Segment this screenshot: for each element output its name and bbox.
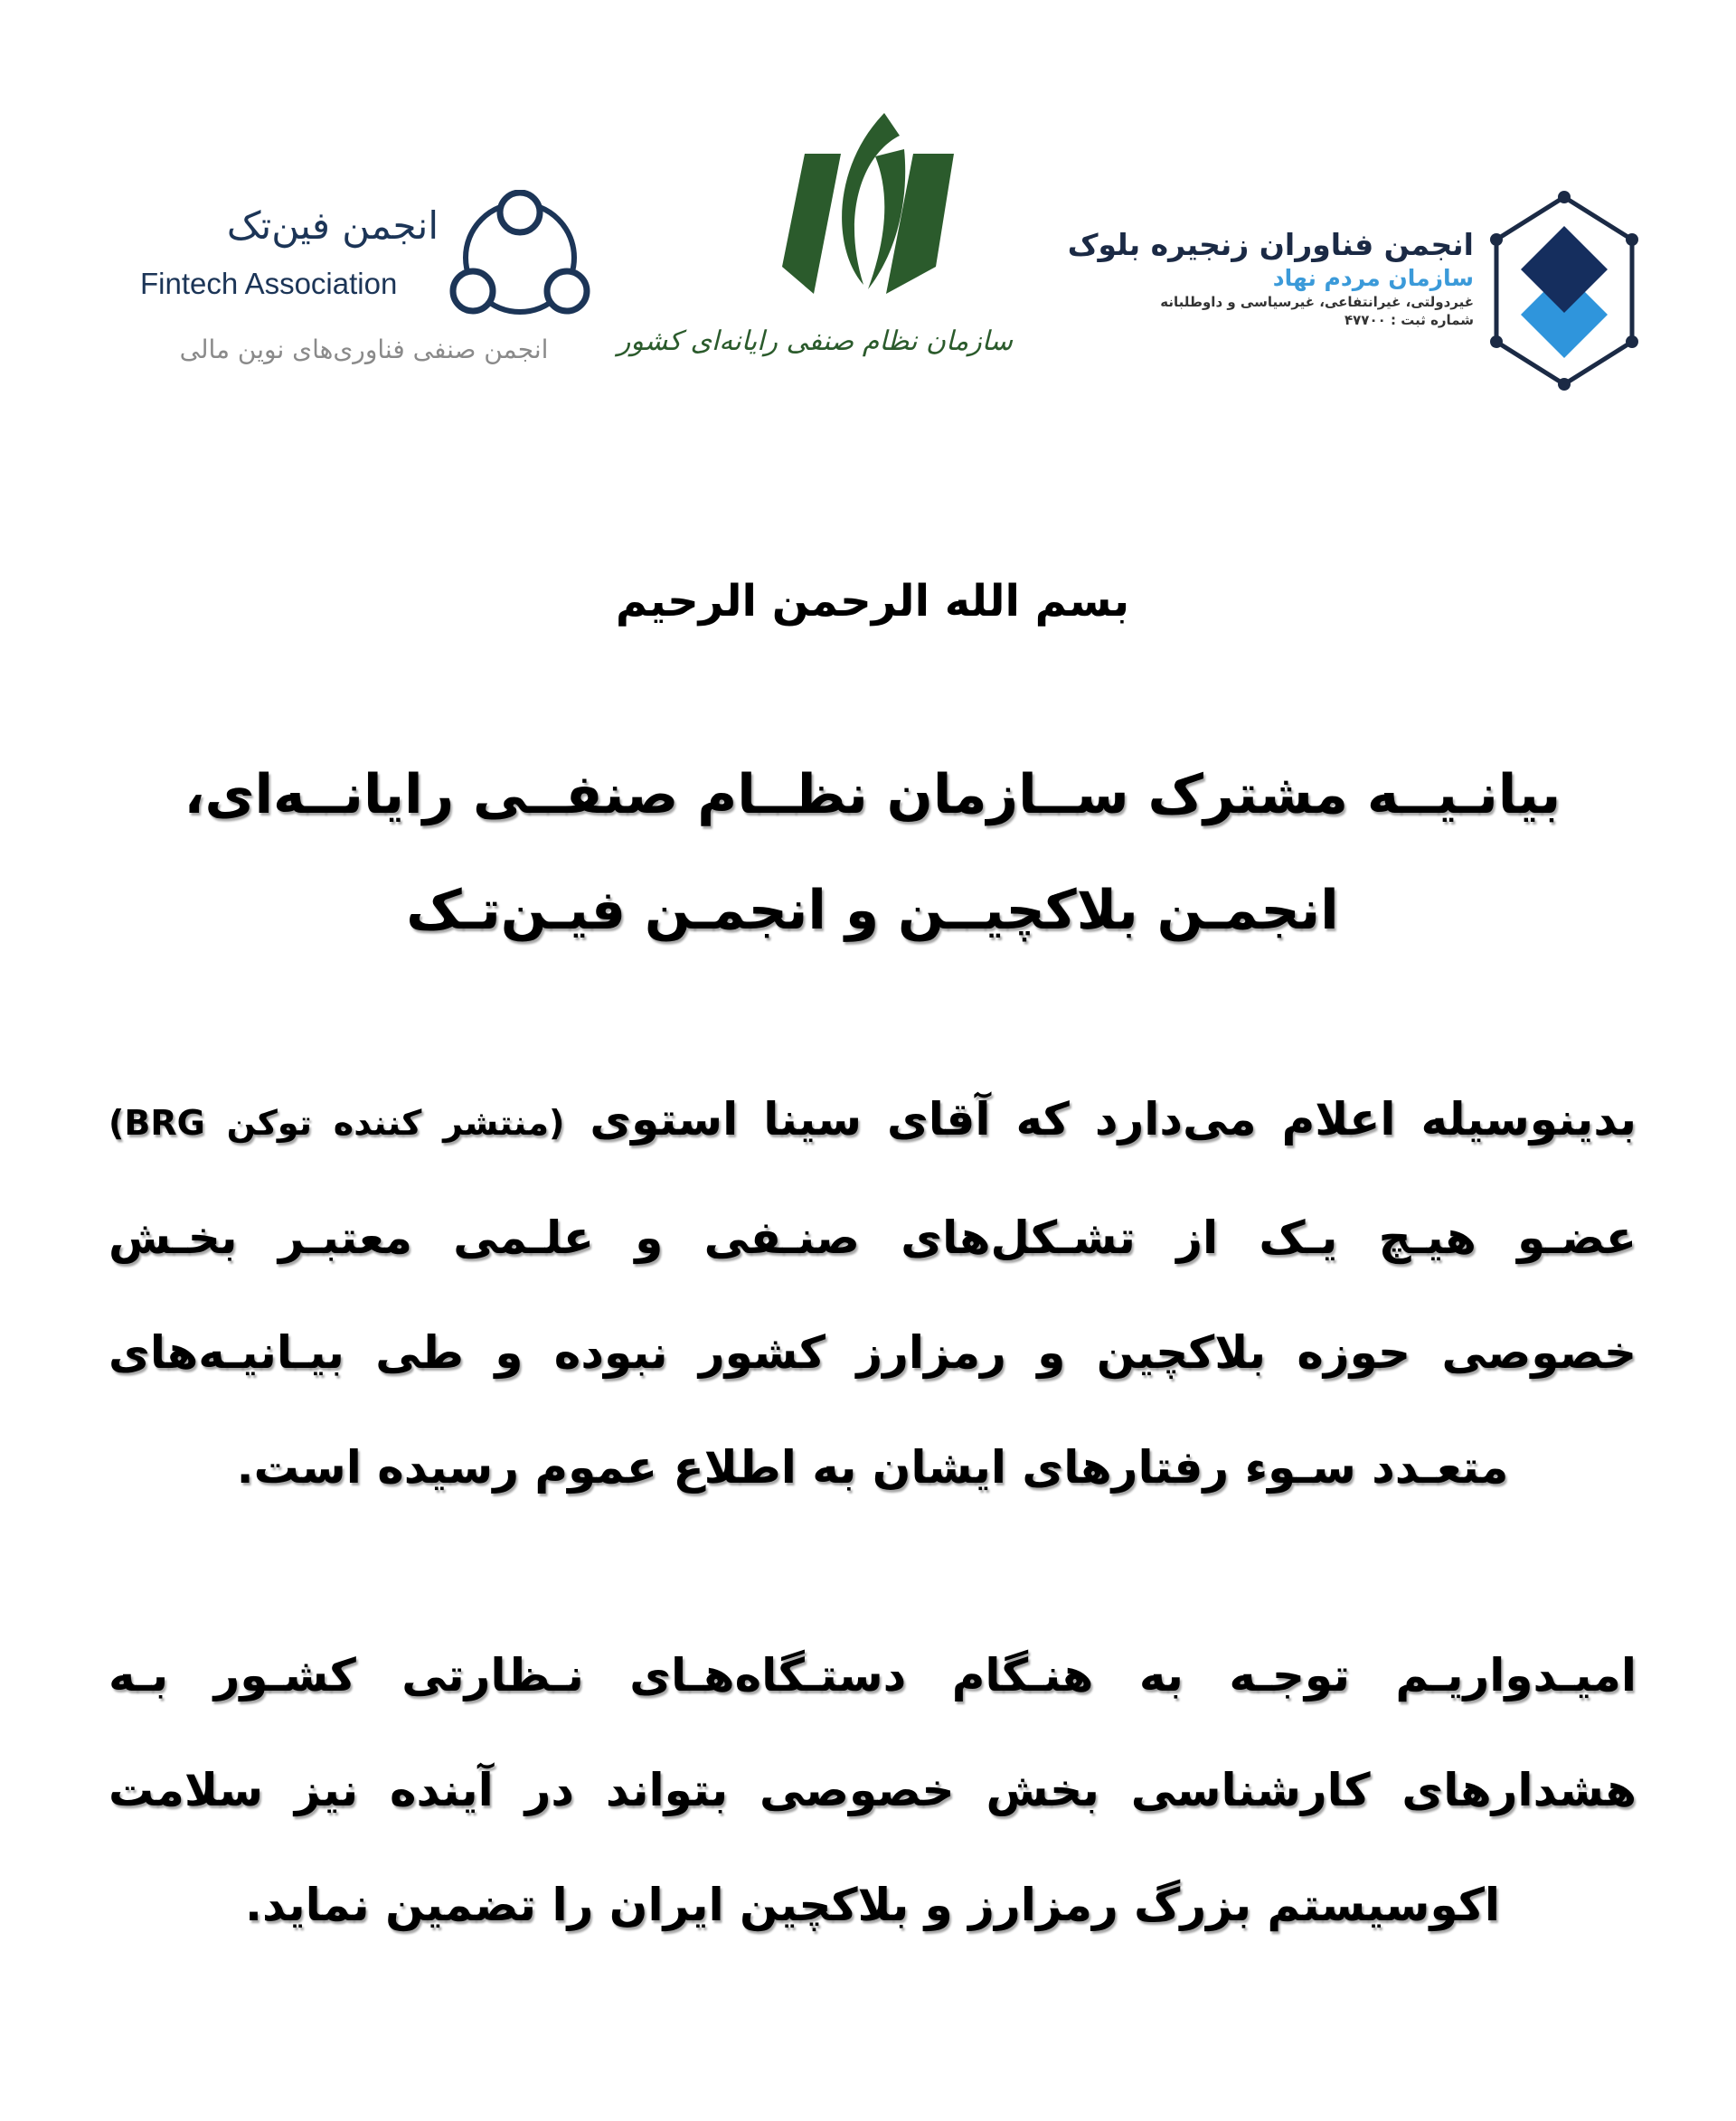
fintech-subtitle: انجمن صنفی فناوری‌های نوین مالی bbox=[179, 335, 549, 364]
paragraph-2-line-1: امیـدواریـم توجـه به هنـگام دستـگاه‌هـای نـظارتی کشـور بـه bbox=[108, 1649, 1637, 1702]
blockchain-association-subtitle: سازمان مردم نهاد bbox=[1272, 265, 1474, 291]
blockchain-association-logo bbox=[1067, 190, 1641, 398]
paragraph-2-line-2: هشدارهای کارشناسی بخش خصوصی بتواند در آینده نیز سلامت bbox=[108, 1764, 1637, 1816]
paragraph-1-line-4: متعـدد سـوء رفتارهای ایشان به اطلاع عموم رسیده است. bbox=[236, 1441, 1509, 1494]
blockchain-association-registration: شماره ثبت : ۴۷۷۰۰ bbox=[1344, 312, 1474, 328]
blockchain-association-title: انجمن فناوران زنجیره بلوک bbox=[1067, 227, 1474, 262]
csi-logo bbox=[617, 113, 1013, 402]
paragraph-1-line-2: عضـو هیـچ یـک از تشـکل‌های صنـفی و علـمی معتبـر بخـش bbox=[108, 1211, 1637, 1264]
paragraph-1-line-3: خصوصی حوزه بلاکچین و رمزارز کشور نبوده و طی بیـانیـه‌های bbox=[108, 1326, 1637, 1379]
title-line-2: انجمـن بلاکچیــن و انجمـن فیـن‌تـک bbox=[406, 879, 1339, 942]
fintech-association-logo bbox=[136, 185, 606, 393]
three-circles-network-icon bbox=[448, 190, 592, 325]
statement-title bbox=[108, 737, 1637, 968]
paragraph-2-line-3: اکوسیستم بزرگ رمزارز و بلاکچین ایران را تضمین نماید. bbox=[244, 1879, 1501, 1931]
title-line-1: بیانـیــه مشترک ســازمان نظــام صنفــی رایانــه‌ای، bbox=[184, 763, 1561, 826]
paragraph-1-line-1 bbox=[108, 1062, 1637, 1181]
hexagon-layers-icon bbox=[1487, 190, 1641, 393]
bismillah-heading: بسم الله الرحمن الرحیم bbox=[615, 576, 1130, 627]
paragraph-1-line-1-paren: (منتشر کننده توکن BRG) bbox=[108, 1103, 565, 1143]
paragraph-announcement bbox=[108, 1062, 1637, 1525]
paragraph-1-line-1-main: بدینوسیله اعلام می‌دارد که آقای سینا استوی bbox=[590, 1093, 1637, 1145]
fintech-title-fa: انجمن فین‌تک bbox=[226, 203, 439, 248]
fintech-title-en: Fintech Association bbox=[140, 267, 398, 300]
paragraph-hope bbox=[108, 1618, 1637, 1963]
leaf-emblem-icon bbox=[778, 113, 967, 321]
csi-logo-caption: سازمان نظام صنفی رایانه‌ای کشور bbox=[617, 325, 1013, 357]
blockchain-association-note: غیردولتی، غیرانتفاعی، غیرسیاسی و داوطلبانه bbox=[1160, 294, 1474, 310]
logo-header bbox=[0, 0, 1736, 425]
